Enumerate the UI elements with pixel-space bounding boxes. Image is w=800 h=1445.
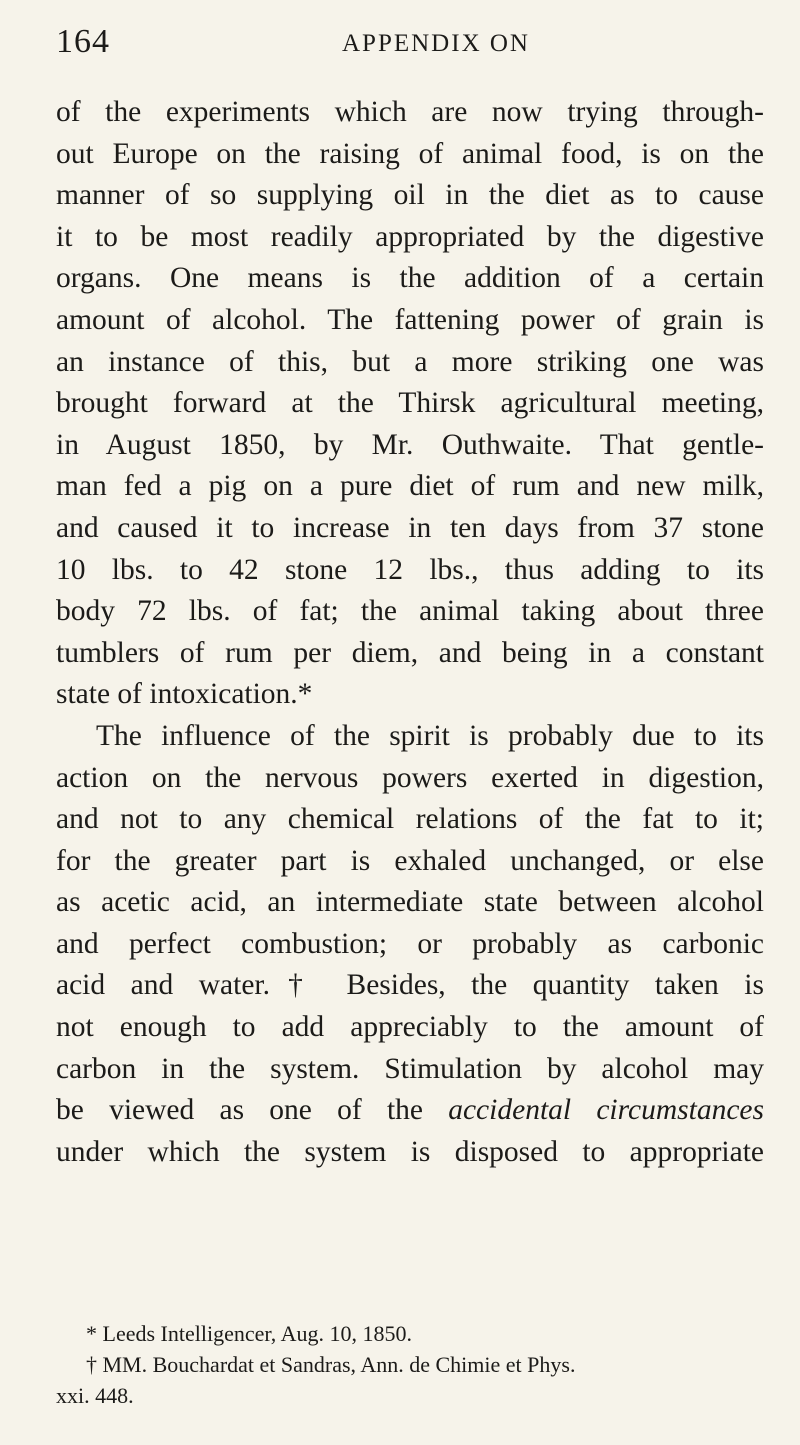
text-line: under which the system is disposed to appropriate <box>56 1135 764 1168</box>
text-line: carbon in the system. Stimulation by alcohol may <box>56 1052 764 1085</box>
text-line: tumblers of rum per diem, and being in a constant <box>56 636 764 669</box>
text-line: and perfect combustion; or probably as carbonic <box>56 927 764 960</box>
text-line: for the greater part is exhaled unchanged, or else <box>56 844 764 877</box>
text-line <box>56 1090 764 1132</box>
text-line: organs. One means is the addition of a certain <box>56 262 764 295</box>
text-line: of the experiments which are now trying through- <box>56 96 764 128</box>
body-text <box>56 92 764 1173</box>
footnote: † MM. Bouchardat et Sandras, Ann. de Chimie et Phys. <box>86 1352 576 1377</box>
text-line: state of intoxication.* <box>56 678 313 711</box>
text-line: amount of alcohol. The fattening power of grain is <box>56 303 764 336</box>
text-line: 10 lbs. to 42 stone 12 lbs., thus adding to its <box>56 553 764 586</box>
text-line: manner of so supplying oil in the diet as to cause <box>56 179 764 212</box>
text-line: as acetic acid, an intermediate state between alcohol <box>56 886 764 919</box>
text-line: an instance of this, but a more striking one was <box>56 345 764 378</box>
text-line: acid and water.† Besides, the quantity taken is <box>56 969 764 1002</box>
page-header <box>56 18 756 66</box>
text-line: body 72 lbs. of fat; the animal taking about three <box>56 595 764 628</box>
text-line: action on the nervous powers exerted in digestion, <box>56 761 764 794</box>
page-number: 164 <box>56 23 110 60</box>
text-line: out Europe on the raising of animal food, is on the <box>56 137 764 170</box>
text-line: not enough to add appreciably to the amount of <box>56 1011 764 1044</box>
text-line: The influence of the spirit is probably due to its <box>96 719 764 752</box>
footnote-continuation: xxi. 448. <box>56 1383 134 1408</box>
text-line: brought forward at the Thirsk agricultural meeting, <box>56 387 764 420</box>
text-line: man fed a pig on a pure diet of rum and new milk, <box>56 470 764 503</box>
running-head: APPENDIX ON <box>342 30 530 57</box>
text-line: and caused it to increase in ten days from 37 stone <box>56 511 764 544</box>
italic-phrase: accidental circumstances <box>448 1094 764 1127</box>
text-line: in August 1850, by Mr. Outhwaite. That gentle- <box>56 428 764 461</box>
footnotes <box>56 1318 764 1411</box>
text-run: be viewed as one of the <box>56 1094 423 1127</box>
text-line: it to be most readily appropriated by the digestive <box>56 220 764 253</box>
footnote: * Leeds Intelligencer, Aug. 10, 1850. <box>86 1321 412 1346</box>
text-line: and not to any chemical relations of the fat to it; <box>56 803 764 836</box>
